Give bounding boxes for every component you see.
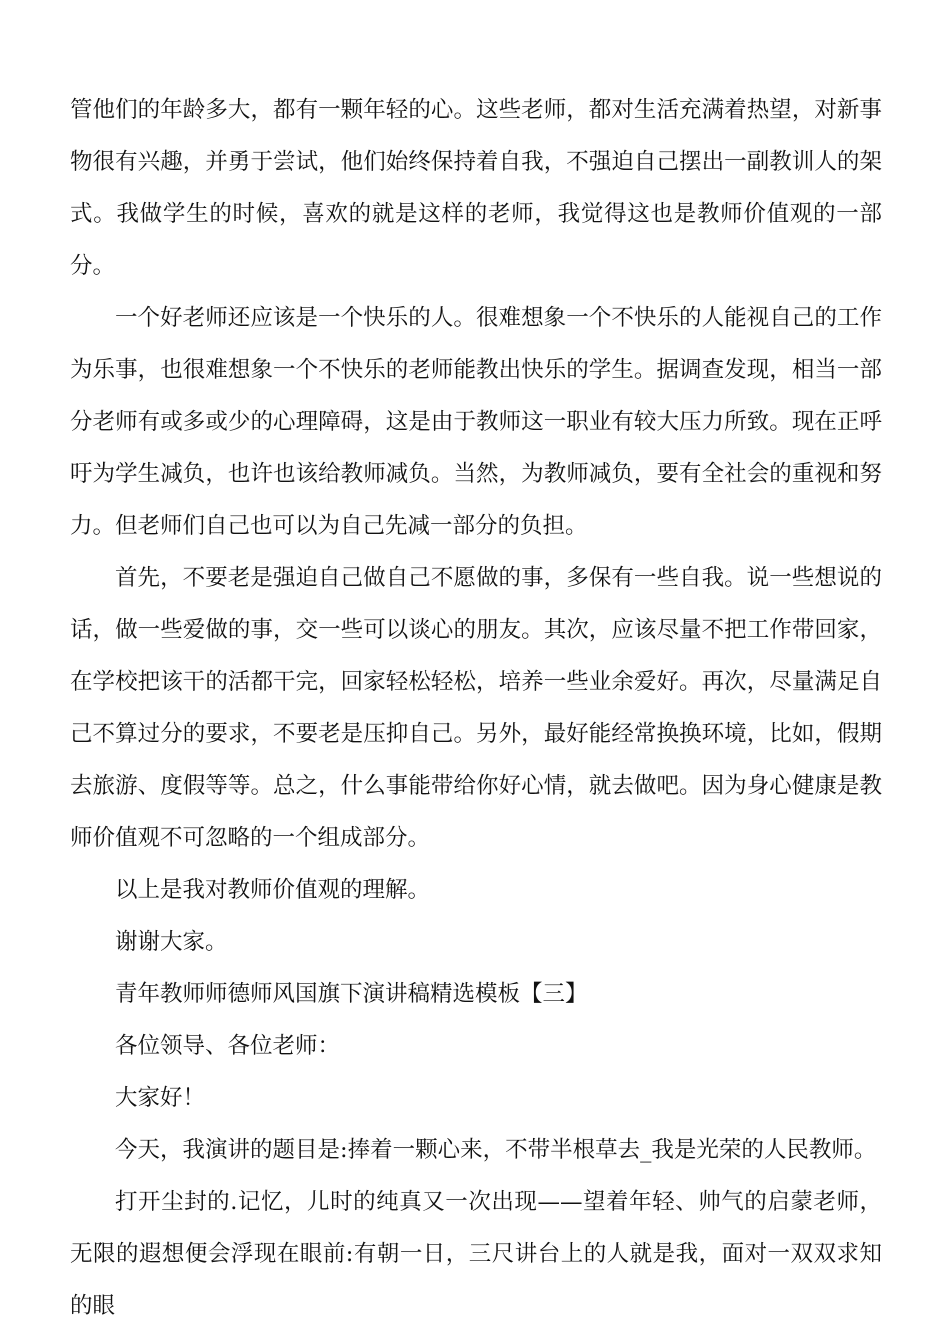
section-heading: 青年教师师德师风国旗下演讲稿精选模板【三】 (115, 981, 588, 1007)
paragraph-continuation: 管他们的年龄多大，都有一颗年轻的心。这些老师，都对生活充满着热望，对新事物很有兴趣，并勇于尝试，他们始终保持着自我，不强迫自己摆出一副教训人的架式。我做学生的时候，喜欢的就是这样的老师，我觉得这也是教师价值观的一部分。 (70, 97, 882, 279)
paragraph-thanks: 谢谢大家。 (115, 929, 228, 955)
paragraph-memory: 打开尘封的.记忆，儿时的纯真又一次出现——望着年轻、帅气的启蒙老师，无限的遐想便会浮现在眼前:有朝一日，三尺讲台上的人就是我，面对一双双求知的眼 (70, 1189, 882, 1319)
paragraph-first-advice: 首先，不要老是强迫自己做自己不愿做的事，多保有一些自我。说一些想说的话，做一些爱做的事，交一些可以谈心的朋友。其次，应该尽量不把工作带回家，在学校把该干的活都干完，回家轻松轻松，培养一些业余爱好。再次，尽量满足自己不算过分的要求，不要老是压抑自己。另外，最好能经常换换环境，比如，假期去旅游、度假等等。总之，什么事能带给你好心情，就去做吧。因为身心健康是教师价值观不可忽略的一个组成部分。 (70, 565, 882, 851)
document-page (70, 84, 882, 1332)
paragraph-understanding: 以上是我对教师价值观的理解。 (115, 877, 431, 903)
greeting: 大家好！ (115, 1085, 206, 1111)
paragraph-happy-teacher: 一个好老师还应该是一个快乐的人。很难想象一个不快乐的人能视自己的工作为乐事，也很难想象一个不快乐的老师能教出快乐的学生。据调查发现，相当一部分老师有或多或少的心理障碍，这是由于教师这一职业有较大压力所致。现在正呼吁为学生减负，也许也该给教师减负。当然，为教师减负，要有全社会的重视和努力。但老师们自己也可以为自己先减一部分的负担。 (70, 305, 882, 539)
salutation: 各位领导、各位老师： (115, 1033, 341, 1059)
speech-topic: 今天，我演讲的题目是:捧着一颗心来，不带半根草去_我是光荣的人民教师。 (115, 1137, 877, 1163)
